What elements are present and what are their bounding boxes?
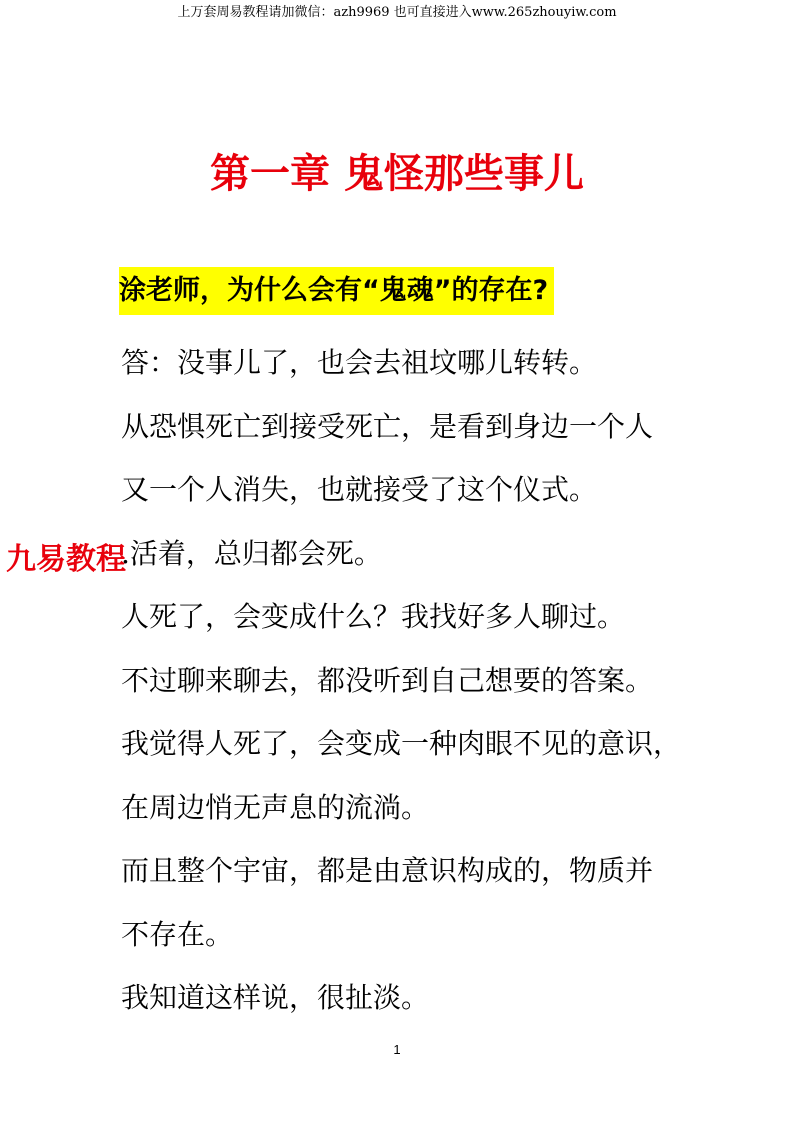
body-line: 答：没事儿了，也会去祖坟哪儿转转。 xyxy=(121,346,598,379)
chapter-title: 第一章 鬼怪那些事儿 xyxy=(210,151,584,197)
body-line: 我知道这样说，很扯淡。 xyxy=(121,981,430,1014)
body-line: 不过聊来聊去，都没听到自己想要的答案。 xyxy=(121,663,654,697)
page-header: 上万套周易教程请加微信：azh9969 也可直接进入www.265zhouyiw.com xyxy=(177,5,617,20)
page-number: 1 xyxy=(393,1042,401,1057)
body-line: 人死了，会变成什么？我找好多人聊过。 xyxy=(121,600,626,633)
watermark-logo: 九易教程 xyxy=(6,542,126,577)
body-line: 又一个人消失，也就接受了这个仪式。 xyxy=(121,473,598,506)
body-text xyxy=(121,331,761,1030)
body-line: 在周边悄无声息的流淌。 xyxy=(121,790,430,824)
question-highlight: 涂老师，为什么会有“鬼魂”的存在? xyxy=(119,267,554,315)
body-line: 不存在。 xyxy=(121,917,234,951)
body-line: 我觉得人死了，会变成一种肉眼不见的意识， xyxy=(121,727,682,760)
body-line: 从恐惧死亡到接受死亡，是看到身边一个人 xyxy=(121,409,654,443)
body-line: .活着，总归都会死。 xyxy=(121,536,382,570)
body-line: 而且整个宇宙，都是由意识构成的，物质并 xyxy=(121,854,654,887)
